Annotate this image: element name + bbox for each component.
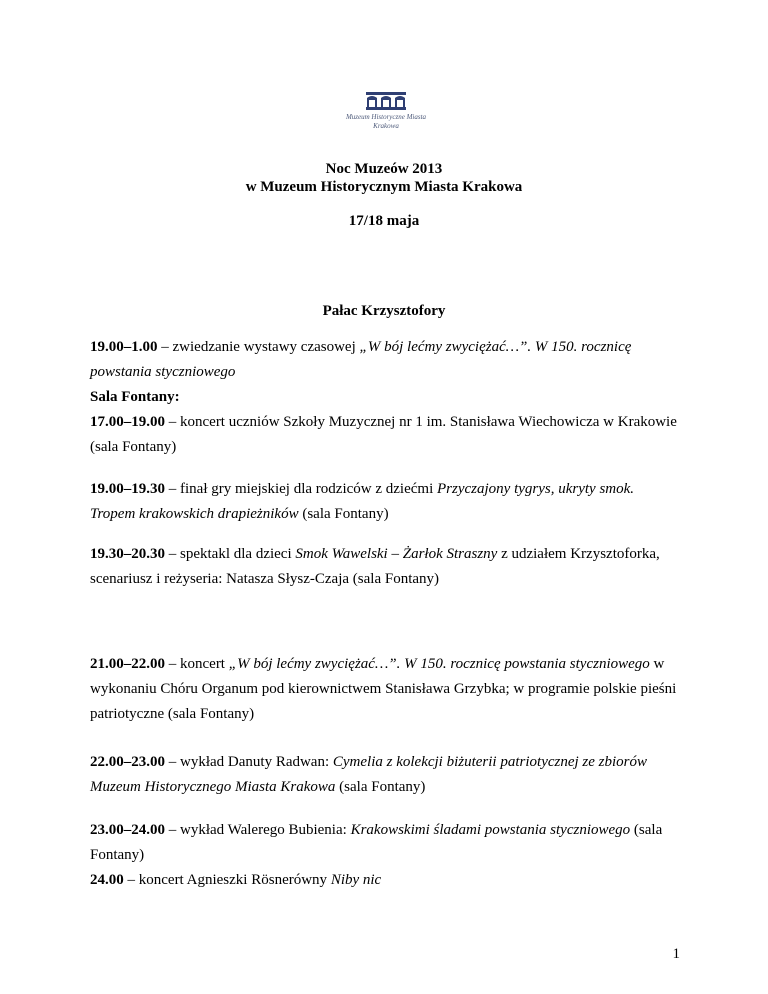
item-title: Niby nic bbox=[330, 872, 382, 888]
item-tail: z udziałem Krzysztoforka, scenariusz i reżyseria: Natasza Słysz-Czaja (sala Fontany) bbox=[90, 546, 660, 587]
item-tail: (sala Fontany) bbox=[335, 779, 426, 795]
item-time: 21.00–22.00 bbox=[90, 656, 165, 672]
program-item bbox=[90, 335, 680, 385]
program-item bbox=[90, 477, 680, 527]
page-number: 1 bbox=[672, 946, 680, 962]
item-text: – koncert bbox=[165, 656, 229, 672]
item-text: – zwiedzanie wystawy czasowej bbox=[157, 339, 360, 355]
item-text: – koncert uczniów Szkoły Muzycznej nr 1 im. Stanisława Wiechowicza w Krakowie (sala Fontany) bbox=[90, 414, 677, 455]
item-text: – wykład Walerego Bubienia: bbox=[165, 822, 351, 838]
item-title: Cymelia z kolekcji biżuterii patriotycznej ze zbiorów Muzeum Historycznego Miasta Krakowa bbox=[90, 754, 648, 795]
museum-logo bbox=[336, 92, 436, 131]
program-item bbox=[90, 652, 680, 727]
title-line-1: Noc Muzeów 2013 bbox=[325, 161, 443, 177]
item-tail: (sala Fontany) bbox=[90, 822, 663, 863]
item-time: 24.00 bbox=[90, 872, 124, 888]
item-title: „W bój lećmy zwyciężać…”. W 150. rocznicę powstania styczniowego bbox=[228, 656, 650, 672]
logo-line-1: Muzeum Historyczne Miasta bbox=[345, 113, 427, 121]
item-time: 19.00–19.30 bbox=[90, 481, 165, 497]
venue-heading: Pałac Krzysztofory bbox=[322, 303, 446, 319]
logo-caption bbox=[336, 113, 436, 131]
item-title: „W bój lećmy zwyciężać…”. W 150. rocznicę powstania styczniowego bbox=[90, 339, 632, 380]
item-time: 19.00–1.00 bbox=[90, 339, 158, 355]
item-time: 19.30–20.30 bbox=[90, 546, 165, 562]
program-item bbox=[90, 818, 680, 868]
item-text: – spektakl dla dzieci bbox=[165, 546, 296, 562]
item-tail: w wykonaniu Chóru Organum pod kierownictwem Stanisława Grzybka; w programie polskie pieśni patriotyczne (sala Fontany) bbox=[90, 656, 677, 722]
item-title: Przyczajony tygrys, ukryty smok. Tropem krakowskich drapieżników bbox=[90, 481, 635, 522]
museum-emblem-icon bbox=[366, 92, 406, 110]
event-date: 17/18 maja bbox=[348, 213, 420, 229]
item-time: 23.00–24.00 bbox=[90, 822, 165, 838]
item-title: Smok Wawelski – Żarłok Straszny bbox=[295, 546, 498, 562]
item-text: – finał gry miejskiej dla rodziców z dziećmi bbox=[165, 481, 437, 497]
item-time: 17.00–19.00 bbox=[90, 414, 165, 430]
program-item bbox=[90, 868, 680, 893]
item-title: Krakowskimi śladami powstania styczniowego bbox=[350, 822, 631, 838]
item-time: 22.00–23.00 bbox=[90, 754, 165, 770]
program-item bbox=[90, 410, 680, 460]
program-item bbox=[90, 750, 680, 800]
program-item bbox=[90, 542, 680, 592]
item-text: – koncert Agnieszki Rösnerówny bbox=[123, 872, 331, 888]
logo-line-2: Krakowa bbox=[373, 122, 399, 130]
title-line-2: w Muzeum Historycznym Miasta Krakowa bbox=[245, 179, 523, 195]
item-tail: (sala Fontany) bbox=[298, 506, 389, 522]
sala-fontany-heading: Sala Fontany: bbox=[90, 389, 180, 405]
item-text: – wykład Danuty Radwan: bbox=[165, 754, 333, 770]
